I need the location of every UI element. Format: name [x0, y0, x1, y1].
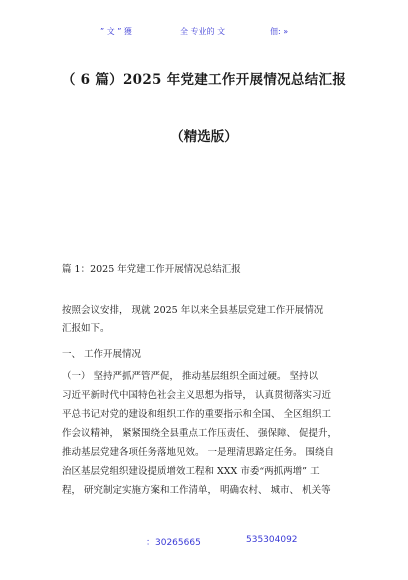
part-heading: 一、 工作开展情况	[62, 349, 142, 360]
section-heading: 篇 1：2025 年党建工作开展情况总结汇报	[62, 264, 241, 275]
body-paragraph	[62, 368, 362, 501]
header-text-left: ” 文 ” 獲	[100, 27, 132, 36]
paragraph-line: 程， 研究制定实施方案和工作清单， 明确农村、 城市、 机关等	[62, 485, 331, 496]
paragraph-line: 推动基层党建各项任务落地见效。 一是理清思路定任务。 围绕自	[62, 447, 335, 458]
footer-text-left: ：30265665	[146, 538, 201, 548]
paragraph-line: 作会议精神， 紧紧围绕全县重点工作压责任、 强保障、 促提升，	[62, 428, 338, 439]
footer-watermark	[0, 535, 408, 549]
header-watermark	[0, 24, 408, 40]
intro-line: 按照会议安排， 现就 2025 年以来全县基层党建工作开展情况	[62, 305, 324, 316]
document-subtitle: （精选版）	[170, 129, 238, 145]
paragraph-line: 治区基层党组织建设提质增效工程和 XXX 市委“两抓两增” 工	[62, 466, 320, 477]
paragraph-line: 习近平新时代中国特色社会主义思想为指导， 认真贯彻落实习近	[62, 390, 332, 401]
paragraph-line: （一） 坚持严抓严管严促， 推动基层组织全面过硬。 坚持以	[62, 371, 319, 382]
header-text-middle: 全 专业的 文	[180, 27, 226, 36]
intro-line: 汇报如下。	[62, 323, 110, 334]
header-text-right: 佃: »	[270, 27, 289, 36]
footer-text-right: 535304092	[246, 535, 298, 545]
intro-paragraph	[62, 302, 362, 338]
paragraph-line: 平总书记对党的建设和组织工作的重要指示和全国、 全区组织工	[62, 409, 332, 420]
document-title: （ 6 篇）2025 年党建工作开展情况总结汇报	[61, 72, 347, 88]
